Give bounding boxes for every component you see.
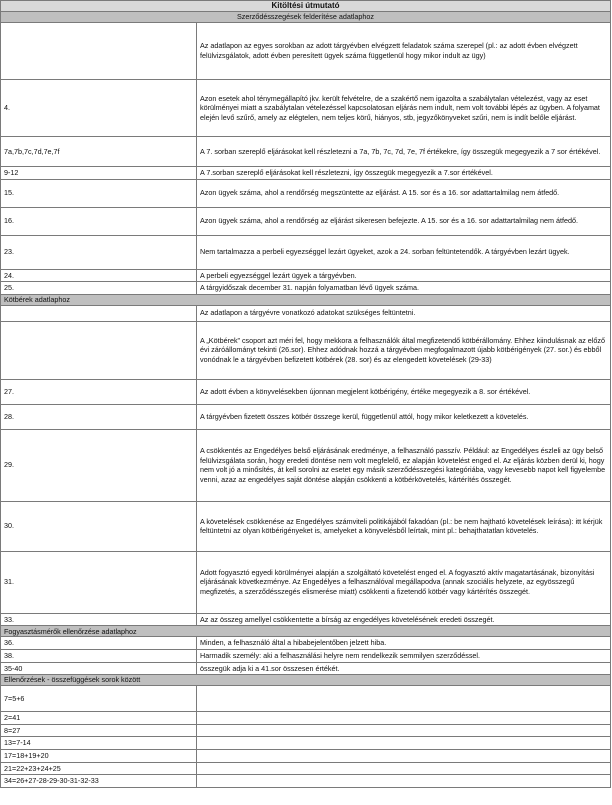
row-description [197, 775, 611, 788]
row-reference: 30. [1, 501, 197, 551]
row-reference: 17=18+19+20 [1, 749, 197, 762]
row-description: Azon esetek ahol ténymegállapító jkv. került felvételre, de a szakértő nem igazolta a szabálytalan vételezést, vagy az eset körülményei miatt a szabálytalan vételezéssel kapcsolatosan eljárás nem indult, nem volt további lépés az ügyben. A folyamat elején levő szűrő, amely az elégtelen, nem teljes körű, hiányos, stb, jegyzőkönyveket szűri, nem is indít belőle eljárást. [197, 80, 611, 137]
instruction-row [1, 80, 611, 137]
row-reference: 23. [1, 235, 197, 269]
instruction-row [1, 749, 611, 762]
row-description: Az adatlapon az egyes sorokban az adott tárgyévben elvégzett feladatok száma szerepel (pl.: az adott évben elvégzett felülvizsgálatok, adott évben peresített ügyek száma függetlenül hogy mikor indult az ügy) [197, 23, 611, 80]
row-reference: 36. [1, 637, 197, 650]
row-description: Az adatlapon a tárgyévre vonatkozó adatokat szükséges feltüntetni. [197, 305, 611, 321]
row-description: A tárgyévben fizetett összes kötbér összege kerül, függetlenül attól, hogy mikor keletkezett a követelés. [197, 404, 611, 429]
row-description [197, 724, 611, 737]
instruction-row [1, 613, 611, 626]
row-description: Azon ügyek száma, ahol a rendőrség az eljárást sikeresen befejezte. A 15. sor és a 16. sor adattartalmilag nem átfedő. [197, 207, 611, 235]
row-reference: 27. [1, 379, 197, 404]
instruction-row [1, 305, 611, 321]
row-reference: 13=7-14 [1, 737, 197, 750]
instruction-row [1, 235, 611, 269]
section-heading: Kötbérek adatlaphoz [1, 294, 611, 305]
document-title-row [1, 1, 611, 12]
row-description: Nem tartalmazza a perbeli egyezséggel lezárt ügyeket, azok a 24. sorban feltüntetendők. A tárgyévben lezárt ügyek. [197, 235, 611, 269]
row-description [197, 712, 611, 725]
instruction-row [1, 649, 611, 662]
instruction-row [1, 137, 611, 167]
row-description: A tárgyidőszak december 31. napján folyamatban lévő ügyek száma. [197, 282, 611, 295]
row-description: összegük adja ki a 41.sor összesen értékét. [197, 662, 611, 675]
instruction-row [1, 775, 611, 788]
instruction-row [1, 404, 611, 429]
instruction-row [1, 269, 611, 282]
instruction-row [1, 662, 611, 675]
row-reference: 7=5+6 [1, 686, 197, 712]
instruction-row [1, 179, 611, 207]
row-reference: 31. [1, 551, 197, 613]
instruction-row [1, 207, 611, 235]
row-reference: 9-12 [1, 167, 197, 180]
row-description: A követelések csökkenése az Engedélyes számviteli politikájából fakadóan (pl.: be nem hajtható követelések leírása): itt kérjük feltüntetni az olyan kötbérigényeket is, amelyeket a könyvelésből leírtak, mint pl.: behajthatatlan követelés. [197, 501, 611, 551]
row-reference: 4. [1, 80, 197, 137]
row-reference: 16. [1, 207, 197, 235]
row-reference [1, 305, 197, 321]
instruction-row [1, 379, 611, 404]
row-reference [1, 23, 197, 80]
row-description: Az adott évben a könyvelésekben újonnan megjelent kötbérigény, értéke megegyezik a 8. sor értékével. [197, 379, 611, 404]
instruction-row [1, 501, 611, 551]
instruction-row [1, 23, 611, 80]
instruction-row [1, 737, 611, 750]
row-reference: 25. [1, 282, 197, 295]
instruction-row [1, 686, 611, 712]
row-reference: 2=41 [1, 712, 197, 725]
row-description [197, 762, 611, 775]
row-description [197, 749, 611, 762]
instruction-row [1, 551, 611, 613]
row-description: A 7.sorban szereplő eljárásokat kell részletezni, így összegük megegyezik a 7.sor értékével. [197, 167, 611, 180]
row-reference: 29. [1, 429, 197, 501]
row-description [197, 686, 611, 712]
row-reference: 24. [1, 269, 197, 282]
instruction-row [1, 712, 611, 725]
row-description: A „Kötbérek” csoport azt méri fel, hogy mekkora a felhasználók által megfizetendő kötbérállomány. Ehhez kiindulásnak az előző évi záróállományt tekinti (26.sor). Ehhez adódnak hozzá a tárgyévben megfogalmazott újabb kötbérigények (27. sor.) és ebből vonódnak le a tárgyévben befizetett kötbérek (28. sor) és az elengedett követelések (29-33) [197, 321, 611, 379]
document-title: Kitöltési útmutató [1, 1, 611, 12]
instruction-row [1, 762, 611, 775]
row-reference: 35-40 [1, 662, 197, 675]
row-reference [1, 321, 197, 379]
row-reference: 28. [1, 404, 197, 429]
instruction-row [1, 282, 611, 295]
row-description: Minden, a felhasználó által a hibabejelentőben jelzett hiba. [197, 637, 611, 650]
row-reference: 34=26+27-28-29-30-31-32-33 [1, 775, 197, 788]
row-description: Harmadik személy: aki a felhasználási helyre nem rendelkezik semmilyen szerződéssel. [197, 649, 611, 662]
section-heading: Ellenőrzések - összefüggések sorok között [1, 675, 611, 686]
row-description: Azon ügyek száma, ahol a rendőrség megszüntette az eljárást. A 15. sor és a 16. sor adattartalmilag nem átfedő. [197, 179, 611, 207]
row-reference: 15. [1, 179, 197, 207]
instruction-row [1, 637, 611, 650]
instruction-row [1, 167, 611, 180]
section-heading-row [1, 12, 611, 23]
section-heading-row [1, 626, 611, 637]
row-description: Adott fogyasztó egyedi körülményei alapján a szolgáltató követelést enged el. A fogyasztó aktív magatartásának, bizonyítási eljárásának következménye. Az Engedélyes a felhasználóval megállapodva (annak szociális helyzete, az egyösszegű megfizetés, a szerződésszegés elismerése miatt) csökkenti a fizetendő kötbér vagy kártérítés összegét. [197, 551, 611, 613]
row-reference: 33. [1, 613, 197, 626]
section-heading-row [1, 294, 611, 305]
instruction-row [1, 724, 611, 737]
row-description: A 7. sorban szereplő eljárásokat kell részletezni a 7a, 7b, 7c, 7d, 7e, 7f értékekre, így összegük megegyezik a 7 sor értékével. [197, 137, 611, 167]
row-description [197, 737, 611, 750]
section-heading: Szerződésszegések felderítése adatlaphoz [1, 12, 611, 23]
section-heading: Fogyasztásmérők ellenőrzése adatlaphoz [1, 626, 611, 637]
instruction-row [1, 321, 611, 379]
row-description: A csökkentés az Engedélyes belső eljárásának eredménye, a felhasználó passzív. Például: az Engedélyes észleli az ügy belső felülvizsgálata során, hogy eredeti döntése nem volt megfelelő, ez alapján követelést enged el. Az eljárás közben derül ki, hogy nem volt jó a minősítés, át kell sorolni az esetet egy másik szerződésszegési kategóriába, vagy kevesebb napot kell figyelembe venni, azaz az engedélyes saját döntése alapján csökkenti a kötbérkövetelés, kártérítés összegét. [197, 429, 611, 501]
row-reference: 7a,7b,7c,7d,7e,7f [1, 137, 197, 167]
row-description: A perbeli egyezséggel lezárt ügyek a tárgyévben. [197, 269, 611, 282]
section-heading-row [1, 675, 611, 686]
row-reference: 21=22+23+24+25 [1, 762, 197, 775]
row-reference: 38. [1, 649, 197, 662]
row-description: Az az összeg amellyel csökkentette a bírság az engedélyes követelésének eredeti összegét. [197, 613, 611, 626]
row-reference: 8=27 [1, 724, 197, 737]
instruction-row [1, 429, 611, 501]
